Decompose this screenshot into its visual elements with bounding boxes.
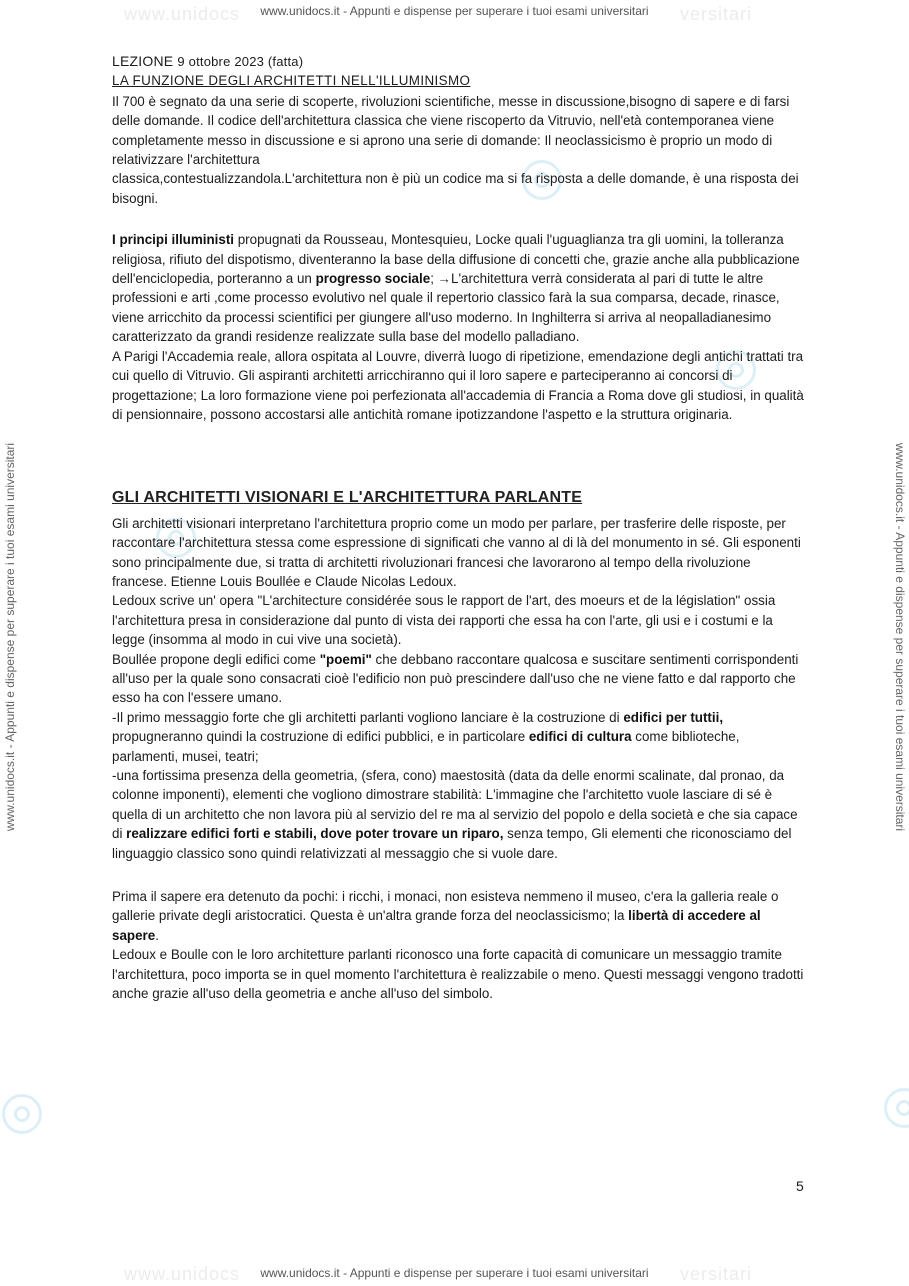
section-title-visionari: GLI ARCHITETTI VISIONARI E L'ARCHITETTURA PARLANTE (112, 489, 583, 507)
unidocs-logo-icon (2, 1094, 42, 1134)
lecture-notes (112, 52, 808, 1003)
watermark-faint-left-bottom: www.unidocs (124, 1264, 241, 1284)
text: Prima il sapere era detenuto da pochi: i ricchi, i monaci, non esisteva nemmeno il museo, c'era la galleria reale o gallerie private degli aristocratici. Questa è un'altra grande forza del neoclassicismo; la (112, 889, 779, 924)
paragraph: Ledoux e Boulle con le loro architetture parlanti riconosco una forte capacità di comunicare un messaggio tramite l'architettura, poco importa se in quel momento l'architettura è realizzabile o meno. Questi messaggi vengono tradotti anche grazie all'uso della geometria e anche all'uso del simbolo. (112, 947, 804, 1002)
bold-text: realizzare edifici forti e stabili, dove poter trovare un riparo, (126, 826, 504, 842)
lesson-date: 9 ottobre 2023 (fatta) (177, 54, 304, 69)
bold-text: edifici di cultura (528, 729, 632, 745)
paragraph: classica,contestualizzandola.L'architettura non è più un codice ma si fa risposta a delle domande, è una risposta dei bisogni. (112, 171, 799, 206)
paragraph-sapere (112, 887, 808, 945)
text: -Il primo messaggio forte che gli architetti parlanti vogliono lanciare è la costruzione di (112, 709, 624, 725)
text: . (155, 927, 159, 943)
lesson-header (112, 52, 808, 71)
bold-text: libertà di accedere al sapere (112, 908, 761, 943)
page-number: 5 (796, 1178, 804, 1194)
unidocs-logo-icon (884, 1088, 909, 1128)
watermark-faint-right: versitari (680, 4, 753, 24)
lesson-label: LEZIONE (112, 53, 174, 69)
text: come biblioteche, parlamenti, musei, teatri; (112, 729, 740, 764)
bold-text: "poemi" (319, 651, 372, 667)
paragraph-principi (112, 230, 808, 346)
bold-text: edifici per tuttii, (623, 709, 724, 725)
text: senza tempo, Gli elementi che riconosciamo del linguaggio classico sono quindi relativizzati al messaggio che si vuole dare. (112, 826, 792, 861)
watermark-banner-bottom: www.unidocs.it - Appunti e dispense per superare i tuoi esami universitari (260, 1266, 649, 1280)
section-title-illuminismo: LA FUNZIONE DEGLI ARCHITETTI NELL'ILLUMINISMO (112, 73, 471, 89)
paragraph: Ledoux scrive un' opera "L'architecture considérée sous le rapport de l'art, des moeurs et de la législation" ossia l'architettura presa in considerazione dal punto di vista dei rapporti che essa ha con l'arte, gli usi e i costumi e la legge (insomma al modo in cui vive una società). (112, 593, 776, 648)
paragraph: Gli architetti visionari interpretano l'architettura proprio come un modo per parlare, per trasferire delle risposte, per raccontare l'architettura stessa come espressione di significati che vanno al di là del monumento in sé. Gli esponenti sono principalmente due, si tratta di architetti rivoluzionari francesi che lavorarono al tempo della rivoluzione francese. Etienne Louis Boullée e Claude Nicolas Ledoux. (112, 515, 801, 589)
watermark-banner-top: www.unidocs.it - Appunti e dispense per superare i tuoi esami universitari (260, 4, 649, 18)
text: -una fortissima presenza della geometria, (sfera, cono) maestosità (data da delle enormi scalinate, dal pronao, da colonne imponenti), elementi che vogliono dimostrare stabilità: L'immagine che l'architetto vuole lasciare di sé è quella di un architetto che non lavora più al servizio del re ma al servizio del popolo e della società e che sia capace di (112, 768, 798, 842)
text: che debbano raccontare qualcosa e suscitare sentimenti corrispondenti all'uso per la quale sono consacrati cioè l'edificio non può prescindere dall'uso che ne viene fatto e dal rapporto che esso ha con l'essere umano. (112, 651, 799, 706)
watermark-faint-right-bottom: versitari (680, 1264, 753, 1284)
paragraph: Il 700 è segnato da una serie di scoperte, rivoluzioni scientifiche, messe in discussione,bisogno di sapere e di farsi delle domande. Il codice dell'architettura classica che viene riscoperto da Vitruvio, nell'età contemporanea viene completamente messo in discussione e si aprono una serie di domande: Il neoclassicismo è proprio un modo di relativizzare l'architettura (112, 93, 790, 168)
text: propugneranno quindi la costruzione di edifici pubblici, e in particolare (112, 729, 529, 745)
paragraph-boullee (112, 650, 808, 708)
text: ; →L'architettura verrà considerata al pari di tutte le altre professioni e arti ,come processo evolutivo nel quale il repertorio classico farà la sua comparsa, decade, rinasce, viene arricchito da processi scientifici per giungere all'uso moderno. In Inghilterra si arriva al neopalladianesimo caratterizzato da grandi residenze realizzate sulla base del modello palladiano. (112, 271, 780, 345)
paragraph: A Parigi l'Accademia reale, allora ospitata al Louvre, diverrà luogo di ripetizione, emendazione degli antichi trattati tra cui quello di Vitruvio. Gli aspiranti architetti arricchiranno qui il loro sapere e parteciperanno ai concorsi di progettazione; La loro formazione viene poi perfezionata all'accademia di Francia a Roma dove gli studiosi, in qualità di pensionnaire, possono accostarsi alle antichità romane ipotizzandone l'aspetto e la struttura originaria. (112, 348, 804, 422)
watermark-faint-left: www.unidocs (124, 4, 241, 24)
text: propugnati da Rousseau, Montesquieu, Locke quali l'uguaglianza tra gli uomini, la tolleranza religiosa, rifiuto del dispotismo, diventeranno la base della diffusione di concetti che, grazie anche alla pubblicazione dell'enciclopedia, porteranno a un (112, 232, 800, 287)
paragraph-primo-messaggio (112, 708, 808, 766)
watermark-banner-right: www.unidocs.it - Appunti e dispense per superare i tuoi esami universitari (893, 442, 907, 832)
paragraph-geometria (112, 766, 808, 863)
text: Boullée propone degli edifici come (112, 651, 320, 667)
bold-text: I principi illuministi (112, 232, 235, 248)
bold-text: progresso sociale (315, 271, 431, 287)
watermark-banner-left: www.unidocs.it - Appunti e dispense per superare i tuoi esami universitari (3, 442, 17, 832)
